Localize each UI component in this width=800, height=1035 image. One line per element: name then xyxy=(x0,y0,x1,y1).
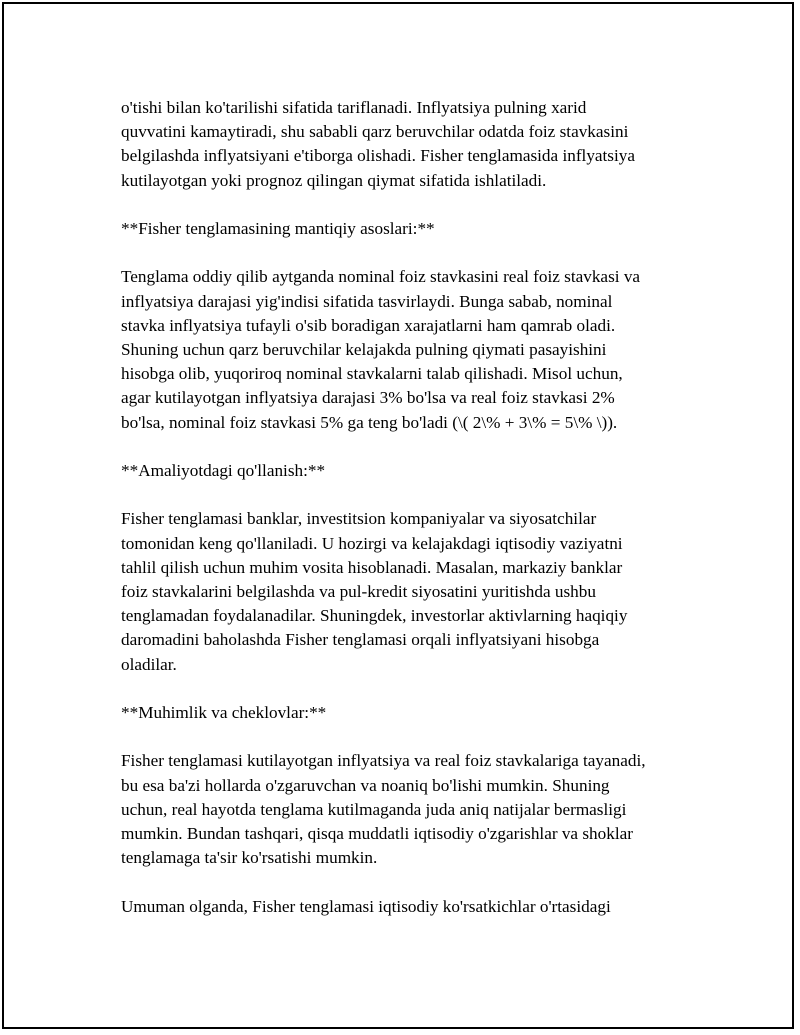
section-heading-practice xyxy=(121,459,701,483)
text-line: hisobga olib, yuqoriroq nominal stavkalarni talab qilishadi. Misol uchun, xyxy=(121,364,623,384)
text-line: kutilayotgan yoki prognoz qilingan qiymat sifatida ishlatiladi. xyxy=(121,170,547,190)
text-line: inflyatsiya darajasi yig'indisi sifatida tasvirlaydi. Bunga sabab, nominal xyxy=(121,291,613,311)
paragraph-conclusion xyxy=(121,895,701,919)
text-line: foiz stavkalarini belgilashda va pul-kredit siyosatini yuritishda ushbu xyxy=(121,582,596,601)
text-line: bo'lsa, nominal foiz stavkasi 5% ga teng bo'ladi (\( 2\% + 3\% = 5\% \)). xyxy=(121,412,618,432)
text-line: Umuman olganda, Fisher tenglamasi iqtisodiy ko'rsatkichlar o'rtasidagi xyxy=(121,896,611,916)
text-line: agar kutilayotgan inflyatsiya darajasi 3% bo'lsa va real foiz stavkasi 2% xyxy=(121,388,615,408)
section-heading-logic xyxy=(121,217,701,241)
heading-text: **Fisher tenglamasining mantiqiy asoslari:** xyxy=(121,219,435,238)
text-line: Fisher tenglamasi banklar, investitsion kompaniyalar va siyosatchilar xyxy=(121,509,597,529)
page-frame xyxy=(2,2,794,1029)
heading-text: **Muhimlik va cheklovlar:** xyxy=(121,703,327,722)
heading-text: **Amaliyotdagi qo'llanish:** xyxy=(121,461,326,480)
text-line: quvvatini kamaytiradi, shu sababli qarz beruvchilar odatda foiz stavkasini xyxy=(121,122,629,142)
text-line: tahlil qilish uchun muhim vosita hisoblanadi. Masalan, markaziy banklar xyxy=(121,557,623,577)
text-line: mumkin. Bundan tashqari, qisqa muddatli iqtisodiy o'zgarishlar va shoklar xyxy=(121,824,633,843)
text-line: Fisher tenglamasi kutilayotgan inflyatsiya va real foiz stavkalariga tayanadi, xyxy=(121,751,646,771)
text-line: tomonidan keng qo'llaniladi. U hozirgi va kelajakdagi iqtisodiy vaziyatni xyxy=(121,533,623,553)
text-line: tenglamaga ta'sir ko'rsatishi mumkin. xyxy=(121,848,378,868)
paragraph-logic xyxy=(121,265,701,434)
text-line: stavka inflyatsiya tufayli o'sib boradigan xarajatlarni ham qamrab oladi. xyxy=(121,315,616,335)
paragraph-practice xyxy=(121,507,701,676)
text-line: Tenglama oddiy qilib aytganda nominal foiz stavkasini real foiz stavkasi va xyxy=(121,267,641,287)
text-line: bu esa ba'zi hollarda o'zgaruvchan va noaniq bo'lishi mumkin. Shuning xyxy=(121,775,610,795)
section-heading-limits xyxy=(121,701,701,725)
text-line: o'tishi bilan ko'tarilishi sifatida tariflanadi. Inflyatsiya pulning xarid xyxy=(121,98,587,117)
text-line: belgilashda inflyatsiyani e'tiborga olishadi. Fisher tenglamasida inflyatsiya xyxy=(121,146,635,166)
text-line: uchun, real hayotda tenglama kutilmaganda juda aniq natijalar bermasligi xyxy=(121,799,627,819)
text-line: Shuning uchun qarz beruvchilar kelajakda pulning qiymati pasayishini xyxy=(121,340,607,359)
page-content xyxy=(121,96,701,943)
paragraph-limits xyxy=(121,749,701,870)
paragraph-intro-continued xyxy=(121,96,701,193)
text-line: oladilar. xyxy=(121,654,177,674)
text-line: daromadini baholashda Fisher tenglamasi orqali inflyatsiyani hisobga xyxy=(121,630,600,650)
text-line: tenglamadan foydalanadilar. Shuningdek, investorlar aktivlarning haqiqiy xyxy=(121,606,628,626)
